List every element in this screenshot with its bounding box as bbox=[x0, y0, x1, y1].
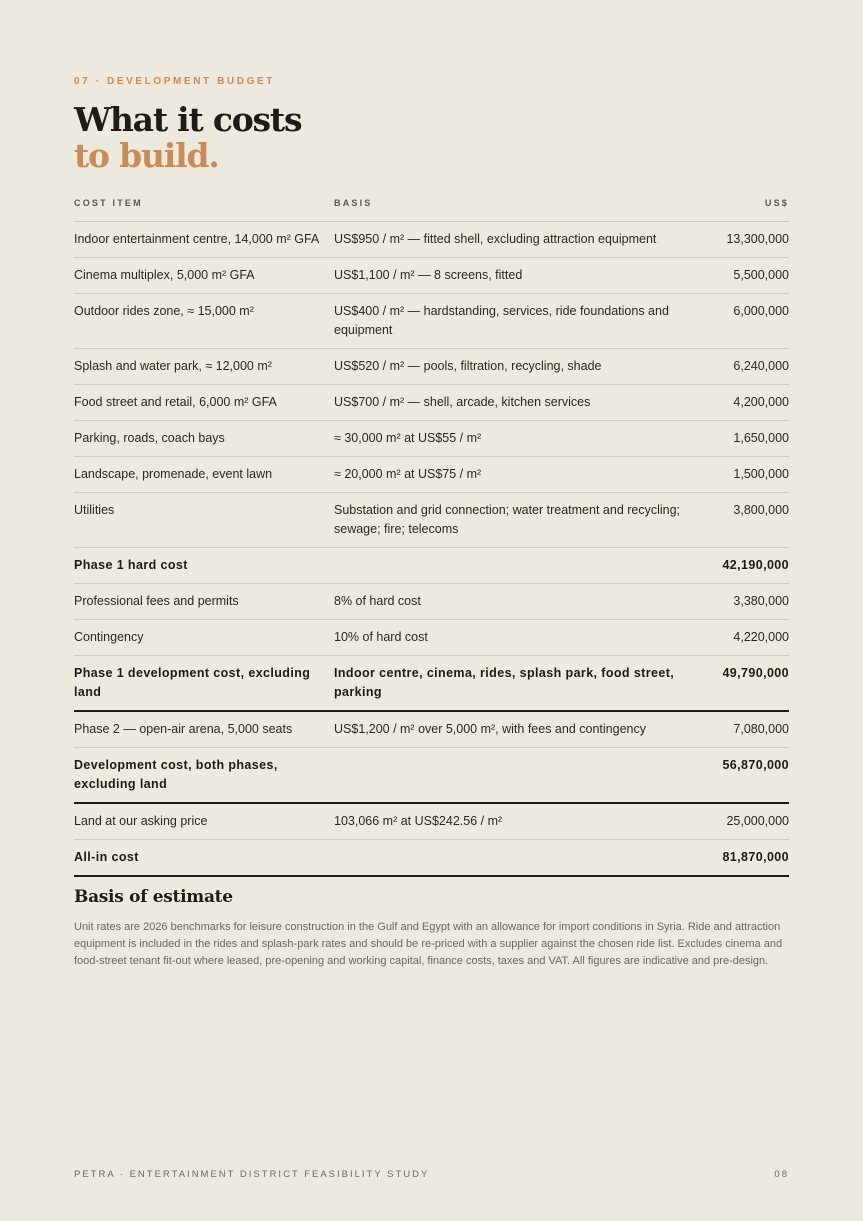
table-row bbox=[74, 803, 789, 840]
basis-paragraph: Unit rates are 2026 benchmarks for leisure construction in the Gulf and Egypt with an allowance for import conditions in Syria. Ride and attraction equipment is included in the rides and splash-park rates and should be re-priced with a supplier against the chosen ride list. Excludes cinema and food-street tenant fit-out where leased, pre-opening and working capital, finance costs, taxes and VAT. All figures are indicative and pre-design. bbox=[74, 921, 783, 967]
cost-amount: 25,000,000 bbox=[722, 803, 789, 840]
page-number: 08 bbox=[774, 1169, 789, 1180]
cost-item: Cinema multiplex, 5,000 m² GFA bbox=[74, 258, 334, 294]
footer-title: PETRA · ENTERTAINMENT DISTRICT FEASIBILITY STUDY bbox=[74, 1169, 430, 1180]
cost-amount: 1,500,000 bbox=[722, 457, 789, 493]
table-row bbox=[74, 294, 789, 349]
cost-item: Utilities bbox=[74, 493, 334, 548]
cost-basis: US$700 / m² — shell, arcade, kitchen services bbox=[334, 385, 722, 421]
page-title-line2: to build. bbox=[74, 136, 219, 175]
cost-basis: ≈ 30,000 m² at US$55 / m² bbox=[334, 421, 722, 457]
header-cost-item: COST ITEM bbox=[74, 194, 334, 222]
table-row bbox=[74, 222, 789, 258]
cost-amount: 3,800,000 bbox=[722, 493, 789, 548]
cost-basis: US$520 / m² — pools, filtration, recycling, shade bbox=[334, 349, 722, 385]
cost-amount: 4,200,000 bbox=[722, 385, 789, 421]
table-header-row bbox=[74, 194, 789, 222]
cost-item: Food street and retail, 6,000 m² GFA bbox=[74, 385, 334, 421]
cost-amount: 42,190,000 bbox=[722, 548, 789, 584]
page-footer bbox=[74, 1169, 789, 1180]
table-row bbox=[74, 349, 789, 385]
cost-amount: 1,650,000 bbox=[722, 421, 789, 457]
cost-basis: US$950 / m² — fitted shell, excluding attraction equipment bbox=[334, 222, 722, 258]
subtotal-row bbox=[74, 548, 789, 584]
cost-amount: 6,240,000 bbox=[722, 349, 789, 385]
page-title bbox=[74, 102, 301, 174]
cost-item: Outdoor rides zone, ≈ 15,000 m² bbox=[74, 294, 334, 349]
cost-item: Professional fees and permits bbox=[74, 584, 334, 620]
cost-item: Contingency bbox=[74, 620, 334, 656]
cost-amount: 3,380,000 bbox=[722, 584, 789, 620]
cost-basis: 8% of hard cost bbox=[334, 584, 722, 620]
cost-basis: 10% of hard cost bbox=[334, 620, 722, 656]
header-amount: US$ bbox=[722, 194, 789, 222]
table-row bbox=[74, 711, 789, 748]
cost-item: Splash and water park, ≈ 12,000 m² bbox=[74, 349, 334, 385]
cost-amount: 5,500,000 bbox=[722, 258, 789, 294]
header-basis: BASIS bbox=[334, 194, 722, 222]
section-label: 07 · DEVELOPMENT BUDGET bbox=[74, 76, 275, 87]
subtotal-row bbox=[74, 656, 789, 712]
cost-basis bbox=[334, 840, 722, 877]
basis-heading: Basis of estimate bbox=[74, 887, 233, 907]
cost-basis bbox=[334, 548, 722, 584]
table-row bbox=[74, 385, 789, 421]
cost-item: Indoor entertainment centre, 14,000 m² GFA bbox=[74, 222, 334, 258]
cost-amount: 13,300,000 bbox=[722, 222, 789, 258]
cost-basis bbox=[334, 748, 722, 804]
table-row bbox=[74, 584, 789, 620]
cost-basis: ≈ 20,000 m² at US$75 / m² bbox=[334, 457, 722, 493]
cost-item: Phase 1 hard cost bbox=[74, 548, 334, 584]
table-row bbox=[74, 457, 789, 493]
table-row bbox=[74, 493, 789, 548]
cost-amount: 49,790,000 bbox=[722, 656, 789, 712]
cost-basis: US$1,200 / m² over 5,000 m², with fees and contingency bbox=[334, 711, 722, 748]
cost-item: Phase 1 development cost, excluding land bbox=[74, 656, 334, 712]
page-title-line1: What it costs bbox=[74, 100, 302, 139]
cost-item: Land at our asking price bbox=[74, 803, 334, 840]
cost-amount: 6,000,000 bbox=[722, 294, 789, 349]
cost-amount: 7,080,000 bbox=[722, 711, 789, 748]
cost-amount: 4,220,000 bbox=[722, 620, 789, 656]
cost-item: Landscape, promenade, event lawn bbox=[74, 457, 334, 493]
cost-item: Parking, roads, coach bays bbox=[74, 421, 334, 457]
table-row bbox=[74, 421, 789, 457]
cost-basis: Indoor centre, cinema, rides, splash park, food street, parking bbox=[334, 656, 722, 712]
cost-basis: US$400 / m² — hardstanding, services, ride foundations and equipment bbox=[334, 294, 722, 349]
table-row bbox=[74, 620, 789, 656]
cost-amount: 81,870,000 bbox=[722, 840, 789, 877]
cost-item: Phase 2 — open-air arena, 5,000 seats bbox=[74, 711, 334, 748]
cost-amount: 56,870,000 bbox=[722, 748, 789, 804]
cost-item: All-in cost bbox=[74, 840, 334, 877]
budget-table bbox=[74, 194, 789, 877]
cost-item: Development cost, both phases, excluding land bbox=[74, 748, 334, 804]
subtotal-row bbox=[74, 748, 789, 804]
total-row bbox=[74, 840, 789, 877]
cost-basis: 103,066 m² at US$242.56 / m² bbox=[334, 803, 722, 840]
cost-basis: Substation and grid connection; water treatment and recycling; sewage; fire; telecoms bbox=[334, 493, 722, 548]
table-row bbox=[74, 258, 789, 294]
cost-basis: US$1,100 / m² — 8 screens, fitted bbox=[334, 258, 722, 294]
